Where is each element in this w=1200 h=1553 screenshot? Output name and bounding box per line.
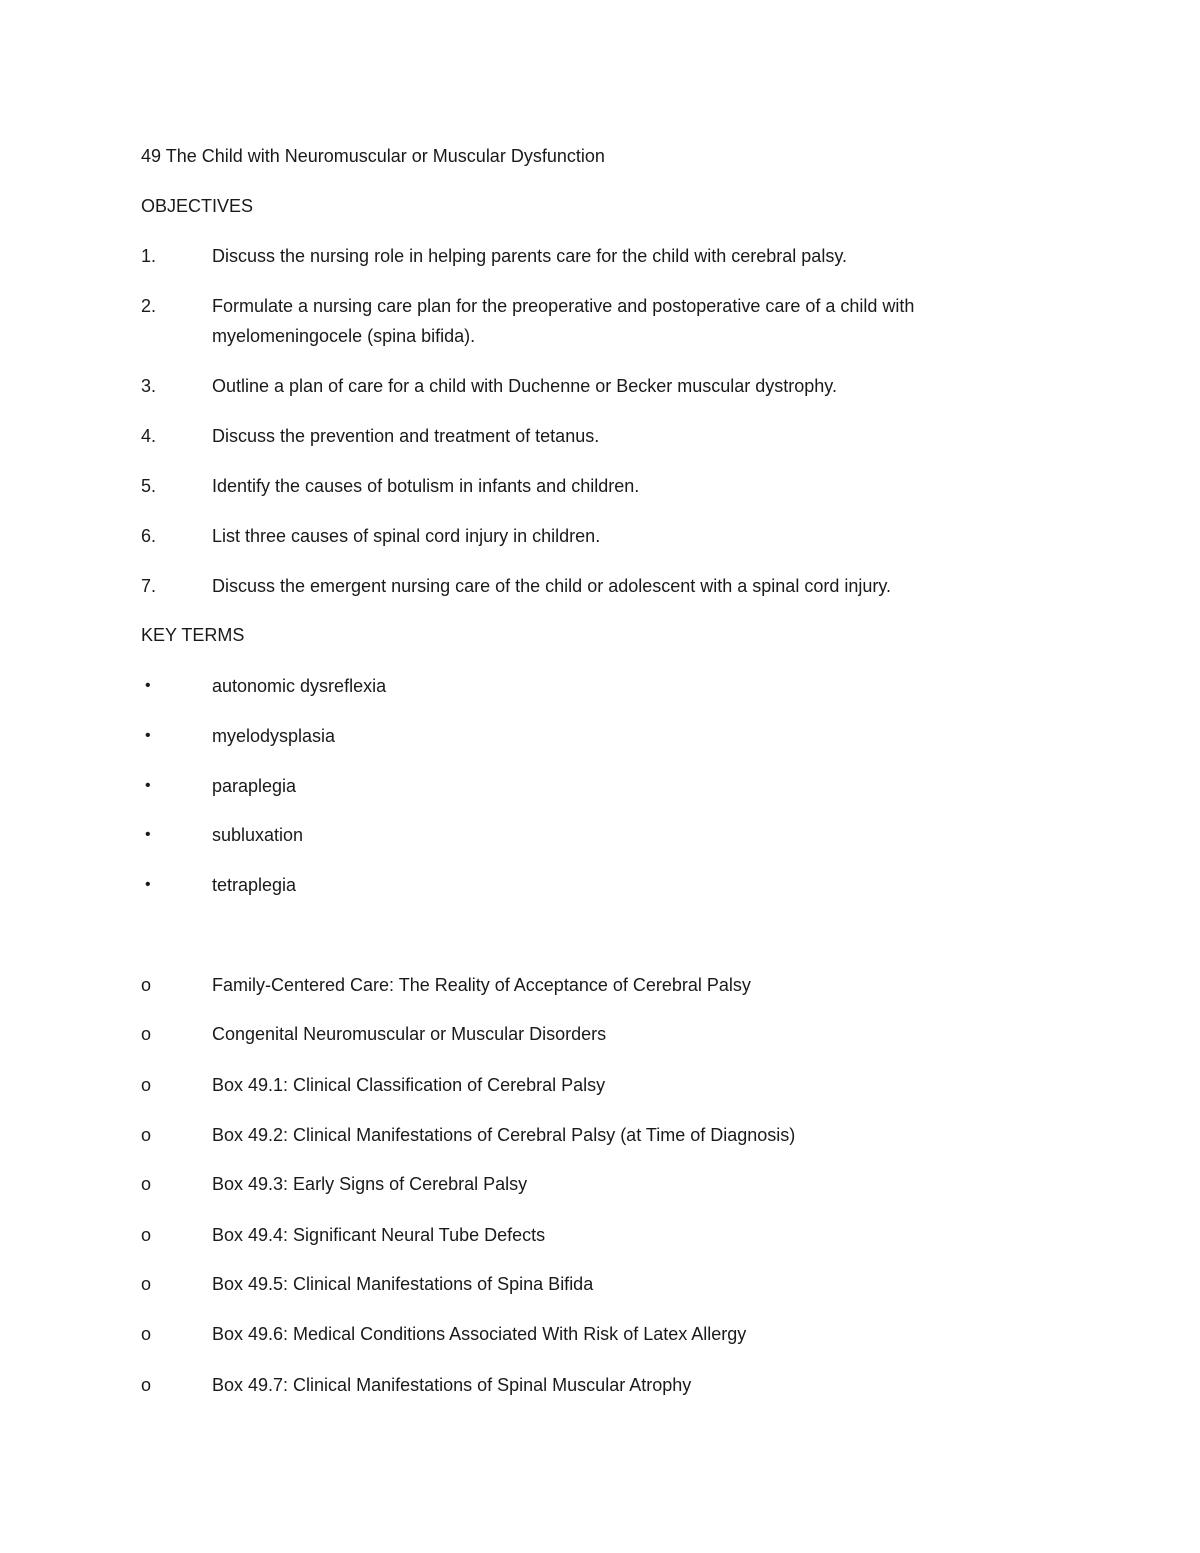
section-text: Congenital Neuromuscular or Muscular Disorders xyxy=(212,1024,607,1044)
objective-number: 3. xyxy=(141,376,157,396)
list-marker: o xyxy=(141,1225,152,1245)
objectives-heading: OBJECTIVES xyxy=(141,196,254,216)
section-text: Box 49.4: Significant Neural Tube Defects xyxy=(212,1225,546,1245)
section-text: Box 49.3: Early Signs of Cerebral Palsy xyxy=(212,1174,528,1194)
key-term-text: autonomic dysreflexia xyxy=(212,676,387,696)
key-term-text: paraplegia xyxy=(212,776,297,796)
section-text: Box 49.2: Clinical Manifestations of Cerebral Palsy (at Time of Diagnosis) xyxy=(212,1125,796,1145)
key-term-text: subluxation xyxy=(212,825,304,845)
section-text: Family-Centered Care: The Reality of Acceptance of Cerebral Palsy xyxy=(212,975,751,995)
objective-number: 4. xyxy=(141,426,157,446)
objective-text: List three causes of spinal cord injury in children. xyxy=(212,526,601,546)
document-title: 49 The Child with Neuromuscular or Muscular Dysfunction xyxy=(141,146,605,166)
bullet-icon: • xyxy=(145,826,151,843)
list-marker: o xyxy=(141,1375,152,1395)
list-marker: o xyxy=(141,1324,152,1344)
key-term-text: tetraplegia xyxy=(212,875,297,895)
objective-number: 6. xyxy=(141,526,157,546)
objective-text: Formulate a nursing care plan for the preoperative and postoperative care of a child with myelomeningocele (spina bifida). xyxy=(212,296,915,346)
bullet-icon: • xyxy=(145,876,151,893)
objective-text: Identify the causes of botulism in infants and children. xyxy=(212,476,640,496)
list-marker: o xyxy=(141,975,152,995)
objective-text: Outline a plan of care for a child with Duchenne or Becker muscular dystrophy. xyxy=(212,376,837,396)
list-marker: o xyxy=(141,1024,152,1044)
objective-number: 7. xyxy=(141,576,157,596)
list-marker: o xyxy=(141,1075,152,1095)
objective-number: 5. xyxy=(141,476,157,496)
list-marker: o xyxy=(141,1125,152,1145)
section-text: Box 49.6: Medical Conditions Associated With Risk of Latex Allergy xyxy=(212,1324,747,1344)
objective-number: 1. xyxy=(141,246,157,266)
section-text: Box 49.1: Clinical Classification of Cerebral Palsy xyxy=(212,1075,606,1095)
bullet-icon: • xyxy=(145,727,151,744)
objective-text: Discuss the prevention and treatment of tetanus. xyxy=(212,426,600,446)
list-marker: o xyxy=(141,1274,152,1294)
section-text: Box 49.7: Clinical Manifestations of Spinal Muscular Atrophy xyxy=(212,1375,692,1395)
objective-text: Discuss the emergent nursing care of the child or adolescent with a spinal cord injury. xyxy=(212,576,892,596)
objective-number: 2. xyxy=(141,296,157,316)
section-text: Box 49.5: Clinical Manifestations of Spina Bifida xyxy=(212,1274,594,1294)
key-term-text: myelodysplasia xyxy=(212,726,336,746)
list-marker: o xyxy=(141,1174,152,1194)
bullet-icon: • xyxy=(145,677,151,694)
bullet-icon: • xyxy=(145,777,151,794)
objective-text: Discuss the nursing role in helping parents care for the child with cerebral palsy. xyxy=(212,246,847,266)
key-terms-heading: KEY TERMS xyxy=(141,625,245,645)
